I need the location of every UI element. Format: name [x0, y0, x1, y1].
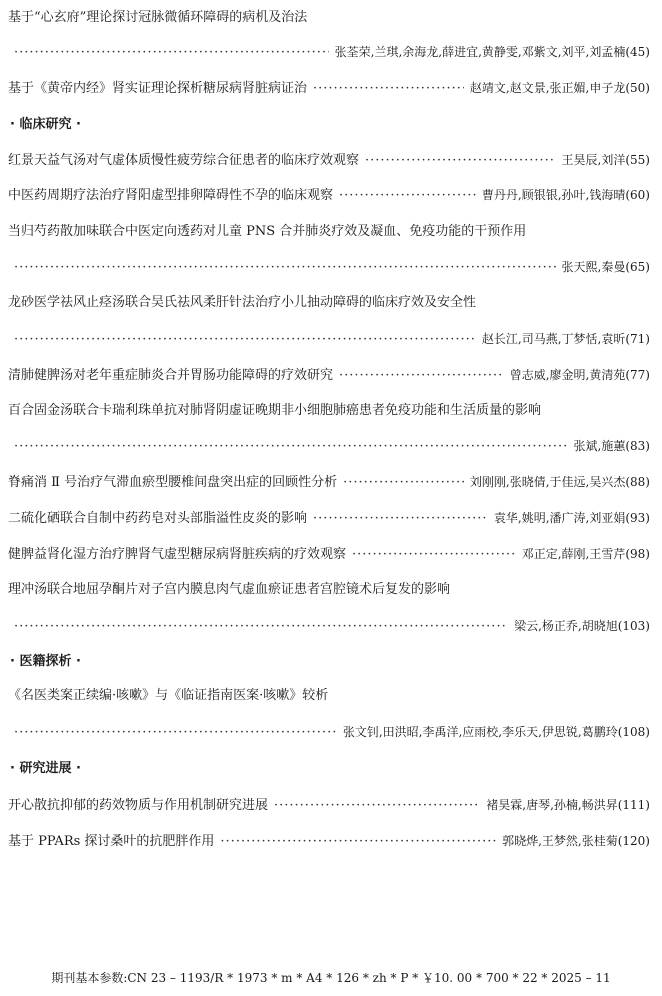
dot-leader [14, 438, 568, 456]
article-authors: 王昊辰,刘洋 [561, 153, 626, 167]
article-title[interactable]: 百合固金汤联合卡瑞利珠单抗对肺肾阴虚证晚期非小细胞肺癌患者免疫功能和生活质量的影响 [8, 403, 542, 418]
article-author-line [8, 437, 650, 456]
article-authors: 张斌,施蕙 [573, 439, 626, 453]
article-authors: 张荃荣,兰琪,余海龙,薛进宜,黄静雯,邓紫文,刘平,刘孟楠 [334, 45, 626, 59]
article-line [8, 545, 650, 564]
section-heading-clinical: · 临床研究 · [10, 117, 81, 132]
dot-leader [14, 618, 508, 636]
dot-leader [352, 546, 516, 564]
article-line [8, 151, 650, 170]
article-author-line [8, 723, 650, 742]
dot-leader [14, 724, 337, 742]
article-title-line [8, 9, 650, 27]
article-title-line [8, 294, 650, 312]
article-page: (93) [625, 511, 650, 525]
article-page: (45) [625, 45, 650, 59]
article-author-line [8, 617, 650, 636]
article-authors: 郭晓烨,王梦然,张桂菊 [502, 834, 618, 848]
article-page: (65) [625, 260, 650, 274]
article-authors: 梁云,杨正乔,胡晓旭 [514, 619, 618, 633]
article-title[interactable]: 二硫化硒联合自制中药药皂对头部脂溢性皮炎的影响 [8, 511, 308, 526]
dot-leader [14, 331, 476, 349]
article-line [8, 79, 650, 98]
article-authors: 张文钊,田洪昭,李禹洋,应雨校,李乐天,伊思锐,葛鹏玲 [342, 725, 618, 739]
section-heading-classics: · 医籍探析 · [10, 654, 81, 669]
dot-leader [14, 259, 556, 277]
dot-leader [274, 797, 480, 815]
article-title[interactable]: 基于 PPARs 探讨桑叶的抗肥胖作用 [8, 834, 215, 849]
article-authors: 张天熙,秦曼 [561, 260, 626, 274]
article-title[interactable]: 开心散抗抑郁的药效物质与作用机制研究进展 [8, 798, 269, 813]
article-page: (77) [625, 368, 650, 382]
dot-leader [313, 80, 464, 98]
article-author-line [8, 258, 650, 277]
article-page: (55) [625, 153, 650, 167]
dot-leader [343, 474, 464, 492]
article-page: (98) [625, 547, 650, 561]
dot-leader [339, 367, 504, 385]
article-title[interactable]: 基于“心玄府”理论探讨冠脉微循环障碍的病机及治法 [8, 10, 308, 25]
article-page: (111) [617, 798, 650, 812]
dot-leader [14, 44, 329, 62]
article-title[interactable]: 《名医类案正续编·咳嗽》与《临证指南医案·咳嗽》较析 [8, 688, 329, 703]
article-title[interactable]: 基于《黄帝内经》肾实证理论探析糖尿病肾脏病证治 [8, 81, 308, 96]
dot-leader [313, 510, 488, 528]
journal-parameters-footer: 期刊基本参数:CN 23 – 1193/R * 1973 * m * A4 * 126 * zh * P * ￥10. 00 * 700 * 22 * 2025 – 11 [51, 971, 611, 985]
article-authors: 袁华,姚明,潘广涛,刘亚娟 [493, 511, 626, 525]
article-page: (88) [625, 475, 650, 489]
article-page: (103) [617, 619, 650, 633]
article-page: (120) [617, 834, 650, 848]
article-title[interactable]: 中医药周期疗法治疗肾阳虚型排卵障碍性不孕的临床观察 [8, 188, 334, 203]
article-title[interactable]: 理冲汤联合地屈孕酮片对子宫内膜息肉气虚血瘀证患者宫腔镜术后复发的影响 [8, 582, 451, 597]
article-title-line [8, 687, 650, 705]
article-title[interactable]: 当归芍药散加味联合中医定向透药对儿童 PNS 合并肺炎疗效及凝血、免疫功能的干预作用 [8, 224, 527, 239]
article-title[interactable]: 清肺健脾汤对老年重症肺炎合并胃肠功能障碍的疗效研究 [8, 368, 334, 383]
article-title[interactable]: 脊痛消 Ⅱ 号治疗气滞血瘀型腰椎间盘突出症的回顾性分析 [8, 475, 338, 490]
article-authors: 赵靖文,赵文景,张正媚,申子龙 [469, 81, 626, 95]
article-page: (50) [625, 81, 650, 95]
article-title[interactable]: 龙砂医学祛风止痉汤联合吴氏祛风柔肝针法治疗小儿抽动障碍的临床疗效及安全性 [8, 295, 477, 310]
dot-leader [339, 187, 476, 205]
article-line [8, 832, 650, 851]
article-line [8, 509, 650, 528]
article-page: (108) [617, 725, 650, 739]
article-title-line [8, 581, 650, 599]
article-line [8, 366, 650, 385]
article-authors: 曹丹丹,顾银银,孙叶,钱海晴 [481, 188, 626, 202]
section-heading-progress: · 研究进展 · [10, 761, 81, 776]
article-author-line [8, 330, 650, 349]
article-title-line [8, 402, 650, 420]
article-authors: 刘刚刚,张晓倩,于佳远,吴兴杰 [469, 475, 626, 489]
article-page: (60) [625, 188, 650, 202]
article-line [8, 796, 650, 815]
article-authors: 邓正定,薛刚,王雪芹 [521, 547, 626, 561]
article-page: (83) [625, 439, 650, 453]
article-page: (71) [625, 332, 650, 346]
article-line [8, 473, 650, 492]
article-authors: 曾志威,廖金明,黄清苑 [509, 368, 626, 382]
article-title[interactable]: 红景天益气汤对气虚体质慢性疲劳综合征患者的临床疗效观察 [8, 153, 360, 168]
article-line [8, 186, 650, 205]
article-title-line [8, 223, 650, 241]
article-title[interactable]: 健脾益肾化湿方治疗脾肾气虚型糖尿病肾脏疾病的疗效观察 [8, 547, 347, 562]
article-authors: 褚昊霖,唐琴,孙楠,畅洪昇 [486, 798, 618, 812]
dot-leader [365, 152, 556, 170]
article-author-line [8, 43, 650, 62]
article-authors: 赵长江,司马燕,丁梦恬,袁昕 [481, 332, 626, 346]
dot-leader [220, 833, 496, 851]
